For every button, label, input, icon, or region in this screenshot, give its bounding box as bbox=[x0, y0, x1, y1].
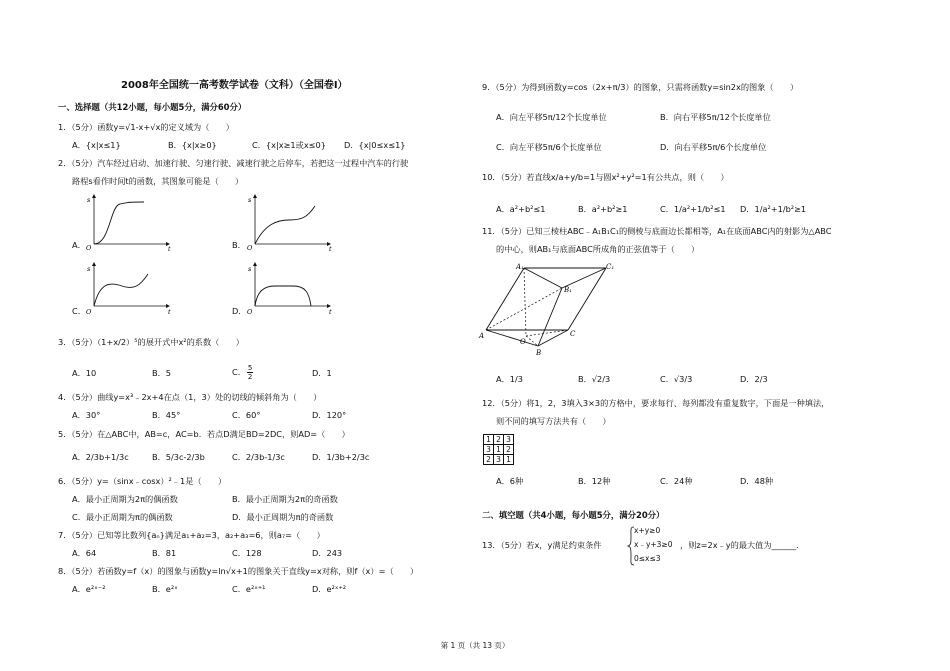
q7-option-d: D．243 bbox=[312, 548, 343, 558]
q2-option-b: B． bbox=[232, 240, 246, 250]
q4-option-a: A．30° bbox=[72, 410, 101, 420]
q6-option-a: A．最小正周期为2π的偶函数 bbox=[72, 494, 178, 504]
q4-option-b: B．45° bbox=[152, 410, 181, 420]
q13-constraint-2: x﹣y+3≥0 bbox=[634, 540, 673, 549]
q2-stem-line1: 2．（5分）汽车经过启动、加速行驶、匀速行驶、减速行驶之后停车，若把这一过程中汽车的行驶 bbox=[58, 158, 409, 168]
q5-option-c: C．2/3b-1/3c bbox=[232, 452, 285, 462]
q6-stem: 6．（5分）y=（sinx﹣cosx）²﹣1是（ ） bbox=[58, 476, 227, 486]
q12-number-grid bbox=[483, 434, 514, 465]
q8-option-b: B．e²ˣ bbox=[152, 584, 178, 594]
q3-option-c-label: C． bbox=[232, 367, 246, 377]
q5-option-a: A．2/3b+1/3c bbox=[72, 452, 129, 462]
q11-prism-figure bbox=[478, 260, 618, 360]
q10-option-d: D．1/a²+1/b²≥1 bbox=[740, 204, 807, 214]
q9-option-c: C．向左平移5π/6个长度单位 bbox=[496, 142, 602, 152]
q3-c-numerator: 5 bbox=[247, 364, 253, 372]
q11-label-c1: C₁ bbox=[606, 263, 615, 271]
q11-label-a: A bbox=[479, 332, 485, 340]
q2-option-c: C． bbox=[72, 306, 86, 316]
q1-stem: 1．（5分）函数y=√1-x+√x的定义域为（ ） bbox=[58, 122, 234, 132]
q7-option-a: A．64 bbox=[72, 548, 97, 558]
q3-stem: 3．（5分）（1+x/2）⁵的展开式中x²的系数（ ） bbox=[58, 337, 244, 347]
section-fill-heading: 二、填空题（共4小题，每小题5分，满分20分） bbox=[482, 510, 665, 520]
q11-option-a: A．1/3 bbox=[496, 374, 523, 384]
q2-graph-d bbox=[243, 262, 333, 322]
q8-option-a: A．e²ˣ⁻² bbox=[72, 584, 106, 594]
q12-grid-cell: 3 bbox=[504, 435, 514, 445]
q5-stem: 5．（5分）在△ABC中，AB=c，AC=b．若点D满足BD=2DC，则AD=（ ） bbox=[58, 429, 350, 439]
q10-option-a: A．a²+b²≤1 bbox=[496, 204, 546, 214]
q12-grid-cell: 1 bbox=[494, 445, 504, 455]
q9-option-b: B．向右平移5π/12个长度单位 bbox=[660, 112, 771, 122]
q1-option-c: C．{x|x≥1或x≤0} bbox=[252, 140, 326, 150]
q12-stem-line2: 则不同的填写方法共有（ ） bbox=[496, 416, 611, 426]
q2c-axis-s: s bbox=[87, 265, 91, 273]
q12-grid-row bbox=[484, 455, 514, 465]
q12-grid-cell: 1 bbox=[484, 435, 494, 445]
q12-stem-line1: 12．（5分）将1，2，3填入3×3的方格中，要求每行、每列都没有重复数字，下面是一种填法， bbox=[482, 398, 830, 408]
q9-stem: 9．（5分）为得到函数y=cos（2x+π/3）的图象，只需将函数y=sin2x的图象（ ） bbox=[482, 82, 799, 92]
q6-option-c: C．最小正周期为π的偶函数 bbox=[72, 512, 173, 522]
q3-option-a: A．10 bbox=[72, 368, 97, 378]
q2-option-a: A． bbox=[72, 240, 86, 250]
q7-option-b: B．81 bbox=[152, 548, 177, 558]
q3-option-c-fraction bbox=[247, 364, 253, 381]
q2d-axis-s: s bbox=[248, 265, 252, 273]
q3-option-c bbox=[232, 364, 254, 381]
q7-stem: 7．（5分）已知等比数列{aₙ}满足a₁+a₂=3，a₂+a₃=6，则a₇=（ ） bbox=[58, 530, 325, 540]
q12-option-b: B．12种 bbox=[578, 476, 611, 486]
page-footer: 第 1 页（共 13 页） bbox=[440, 641, 510, 650]
q2c-origin: O bbox=[86, 308, 92, 316]
q12-grid-cell: 2 bbox=[504, 445, 514, 455]
q2-graph-c bbox=[82, 262, 172, 322]
q9-option-a: A．向左平移5π/12个长度单位 bbox=[496, 112, 607, 122]
q12-option-a: A．6种 bbox=[496, 476, 524, 486]
q12-grid-cell: 2 bbox=[494, 435, 504, 445]
q8-option-c: C．e²ˣ⁺¹ bbox=[232, 584, 266, 594]
q12-option-c: C．24种 bbox=[660, 476, 693, 486]
q12-grid-cell: 3 bbox=[494, 455, 504, 465]
q4-option-c: C．60° bbox=[232, 410, 261, 420]
q11-stem-line1: 11．（5分）已知三棱柱ABC﹣A₁B₁C₁的侧棱与底面边长都相等，A₁在底面ABC内的射影为△ABC bbox=[482, 226, 832, 236]
q2a-axis-t: t bbox=[168, 245, 171, 252]
q5-option-b: B．5/3c-2/3b bbox=[152, 452, 205, 462]
q13-constraint-3: 0≤x≤3 bbox=[634, 554, 661, 563]
q3-c-denominator: 2 bbox=[247, 373, 253, 381]
q12-grid-row bbox=[484, 445, 514, 455]
q2b-axis-s: s bbox=[248, 196, 252, 204]
q12-grid-row bbox=[484, 435, 514, 445]
q7-option-c: C．128 bbox=[232, 548, 262, 558]
q8-stem: 8．（5分）若函数y=f（x）的图象与函数y=ln√x+1的图象关于直线y=x对称，则f（x）=（ ） bbox=[58, 566, 419, 576]
q8-option-d: D．e²ˣ⁺² bbox=[312, 584, 347, 594]
q11-stem-line2: 的中心，则AB₁与底面ABC所成角的正弦值等于（ ） bbox=[496, 244, 700, 254]
q10-option-c: C．1/a²+1/b²≤1 bbox=[660, 204, 726, 214]
q11-label-a1: A₁ bbox=[516, 263, 524, 271]
q12-grid-cell: 2 bbox=[484, 455, 494, 465]
q6-option-b: B．最小正周期为2π的奇函数 bbox=[232, 494, 338, 504]
q10-stem: 10．（5分）若直线x/a+y/b=1与圆x²+y²=1有公共点，则（ ） bbox=[482, 172, 729, 182]
q2-option-d: D． bbox=[232, 306, 247, 316]
q13-stem-pre: 13．（5分）若x，y满足约束条件 bbox=[482, 540, 602, 550]
q2a-axis-s: s bbox=[87, 196, 91, 204]
q9-option-d: D．向右平移5π/6个长度单位 bbox=[660, 142, 767, 152]
q13-constraint-1: x+y≥0 bbox=[634, 526, 661, 535]
q5-option-d: D．1/3b+2/3c bbox=[312, 452, 370, 462]
q2-graph-a bbox=[82, 192, 172, 252]
q11-label-c: C bbox=[570, 330, 576, 338]
q11-option-c: C．√3/3 bbox=[660, 374, 693, 384]
q2-graph-b bbox=[243, 192, 333, 252]
q10-option-b: B．a²+b²≥1 bbox=[578, 204, 628, 214]
page-title: 2008年全国统一高考数学试卷（文科）（全国卷Ⅰ） bbox=[121, 80, 348, 91]
q12-grid-cell: 1 bbox=[504, 455, 514, 465]
q2c-axis-t: t bbox=[168, 308, 171, 316]
q13-stem-post: ，则z=2x﹣y的最大值为______． bbox=[680, 540, 805, 550]
q3-option-d: D．1 bbox=[312, 368, 332, 378]
q2d-axis-t: t bbox=[329, 308, 332, 316]
q11-label-o: O bbox=[520, 338, 526, 346]
q4-stem: 4．（5分）曲线y=x³﹣2x+4在点（1，3）处的切线的倾斜角为（ ） bbox=[58, 392, 322, 402]
q3-option-b: B．5 bbox=[152, 368, 172, 378]
q2b-axis-t: t bbox=[329, 245, 332, 252]
q6-option-d: D．最小正周期为π的奇函数 bbox=[232, 512, 334, 522]
q2b-origin: O bbox=[247, 244, 253, 252]
q11-label-b: B bbox=[536, 349, 542, 357]
section-choice-heading: 一、选择题（共12小题，每小题5分，满分60分） bbox=[58, 102, 247, 112]
q4-option-d: D．120° bbox=[312, 410, 347, 420]
q12-option-d: D．48种 bbox=[740, 476, 774, 486]
q1-option-b: B．{x|x≥0} bbox=[168, 140, 217, 150]
q2-stem-line2: 路程s看作时间t的函数，其图象可能是（ ） bbox=[72, 176, 244, 186]
q1-option-a: A．{x|x≤1} bbox=[72, 140, 121, 150]
q12-grid-cell: 3 bbox=[484, 445, 494, 455]
q11-option-b: B．√2/3 bbox=[578, 374, 611, 384]
q1-option-d: D．{x|0≤x≤1} bbox=[344, 140, 406, 150]
q2d-origin: O bbox=[247, 308, 253, 316]
q2a-origin: O bbox=[86, 244, 92, 252]
q11-label-b1: B₁ bbox=[564, 286, 572, 294]
q11-option-d: D．2/3 bbox=[740, 374, 768, 384]
